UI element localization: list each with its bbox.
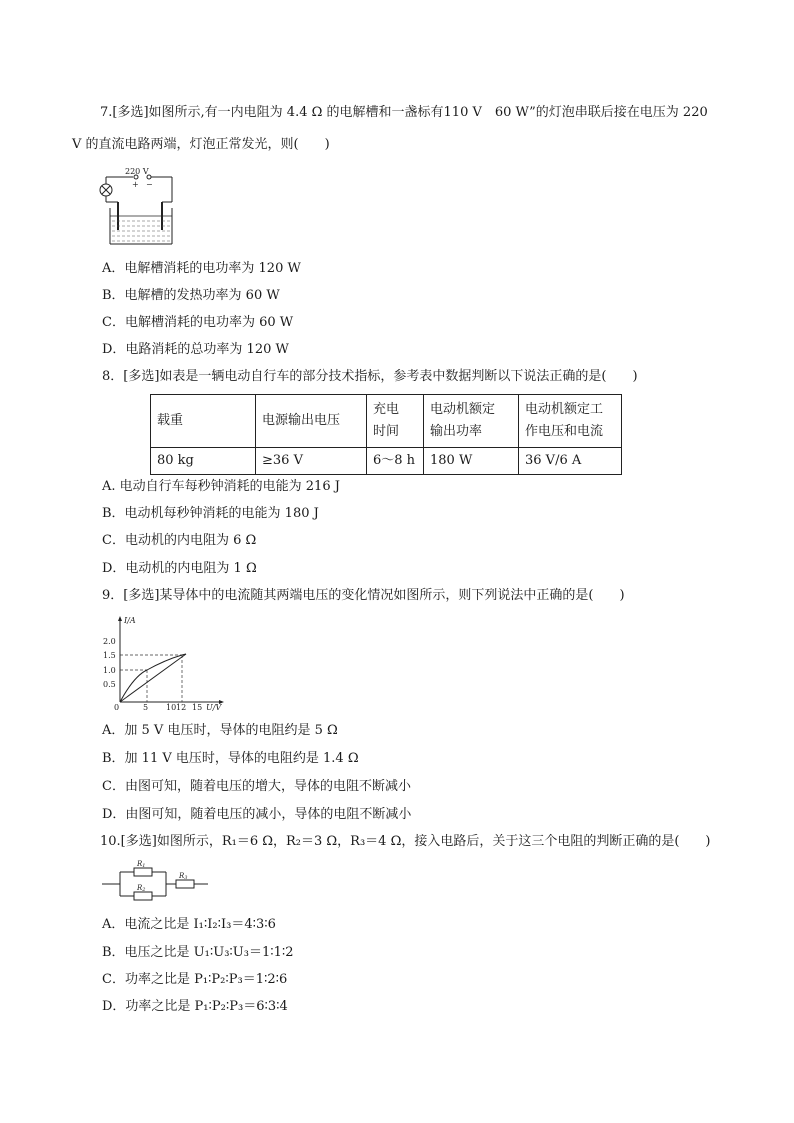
svg-text:R3: R3: [179, 872, 188, 881]
x-tick-label: 15: [192, 703, 203, 712]
q7-voltage-label: 220 V: [125, 168, 149, 176]
q9-option-a: A．加 5 V 电压时，导体的电阻约是 5 Ω: [102, 723, 338, 738]
q7-circuit-figure: [96, 168, 182, 248]
q10-resistor-circuit: [100, 858, 210, 904]
table-cell: ≥36 V: [256, 448, 367, 475]
table-cell: 6～8 h: [367, 448, 424, 475]
x-tick-label: 10: [166, 703, 177, 712]
q9-option-d: D．由图可知，随着电压的减小，导体的电阻不断减小: [102, 807, 412, 822]
q10-option-a: A．电流之比是 I₁∶I₂∶I₃＝4∶3∶6: [102, 917, 276, 932]
x-tick-label: 12: [176, 703, 187, 712]
y-tick-label: 1.5: [103, 651, 116, 660]
q7-stem-line2: V 的直流电路两端，灯泡正常发光，则( ): [72, 137, 330, 152]
svg-text:+: +: [132, 180, 139, 189]
q10-stem: 10.[多选]如图所示，R₁＝6 Ω，R₂＝3 Ω，R₃＝4 Ω，接入电路后，关于这三个电阻的判断正确的是( ): [100, 834, 711, 849]
q9-stem: 9．[多选]某导体中的电流随其两端电压的变化情况如图所示，则下列说法中正确的是( ): [102, 588, 625, 603]
q9-option-c: C．由图可知，随着电压的增大，导体的电阻不断减小: [102, 779, 411, 794]
q9-option-b: B．加 11 V 电压时，导体的电阻约是 1.4 Ω: [102, 751, 359, 766]
y-tick-label: 2.0: [103, 637, 116, 646]
q7-option-a: A．电解槽消耗的电功率为 120 W: [102, 261, 301, 276]
svg-text:R1: R1: [137, 860, 146, 869]
table-header-cell: 电动机额定工 作电压和电流: [519, 395, 622, 448]
x-tick-label: 5: [143, 703, 149, 712]
q10-option-b: B．电压之比是 U₁∶U₃∶U₃＝1∶1∶2: [102, 945, 294, 960]
svg-text:−: −: [146, 180, 153, 189]
q10-option-d: D．功率之比是 P₁∶P₂∶P₃＝6∶3∶4: [102, 999, 288, 1014]
table-header-row: [151, 395, 622, 448]
svg-text:R2: R2: [137, 884, 146, 893]
table-row: [151, 448, 622, 475]
q8-option-a: A. 电动自行车每秒钟消耗的电能为 216 J: [102, 479, 340, 494]
x-tick-label: 0: [114, 703, 120, 712]
q8-option-d: D．电动机的内电阻为 1 Ω: [102, 561, 257, 576]
y-tick-label: 1.0: [103, 666, 116, 675]
q9-iu-chart: [100, 612, 230, 712]
q8-stem: 8．[多选]如表是一辆电动自行车的部分技术指标，参考表中数据判断以下说法正确的是( ): [102, 369, 638, 384]
table-header-cell: 载重: [151, 395, 256, 448]
table-cell: 180 W: [424, 448, 519, 475]
q8-option-b: B．电动机每秒钟消耗的电能为 180 J: [102, 506, 319, 521]
table-header-cell: 电动机额定 输出功率: [424, 395, 519, 448]
q10-option-c: C．功率之比是 P₁∶P₂∶P₃＝1∶2∶6: [102, 972, 288, 987]
x-axis-label: U/V: [206, 703, 222, 712]
y-tick-label: 0.5: [103, 680, 116, 689]
iu-straight-line: [120, 654, 186, 702]
q7-stem-line1: 7.[多选]如图所示,有一内电阻为 4.4 Ω 的电解槽和一盏标有110 V 60 W”的灯泡串联后接在电压为 220: [100, 105, 708, 120]
q7-option-d: D．电路消耗的总功率为 120 W: [102, 342, 289, 357]
table-cell: 80 kg: [151, 448, 256, 475]
table-header-cell: 电源输出电压: [256, 395, 367, 448]
table-cell: 36 V/6 A: [519, 448, 622, 475]
table-header-cell: 充电 时间: [367, 395, 424, 448]
q8-option-c: C．电动机的内电阻为 6 Ω: [102, 533, 257, 548]
q8-spec-table: [150, 394, 622, 475]
y-axis-label: I/A: [124, 616, 136, 625]
q7-option-c: C．电解槽消耗的电功率为 60 W: [102, 315, 294, 330]
q7-option-b: B．电解槽的发热功率为 60 W: [102, 288, 280, 303]
